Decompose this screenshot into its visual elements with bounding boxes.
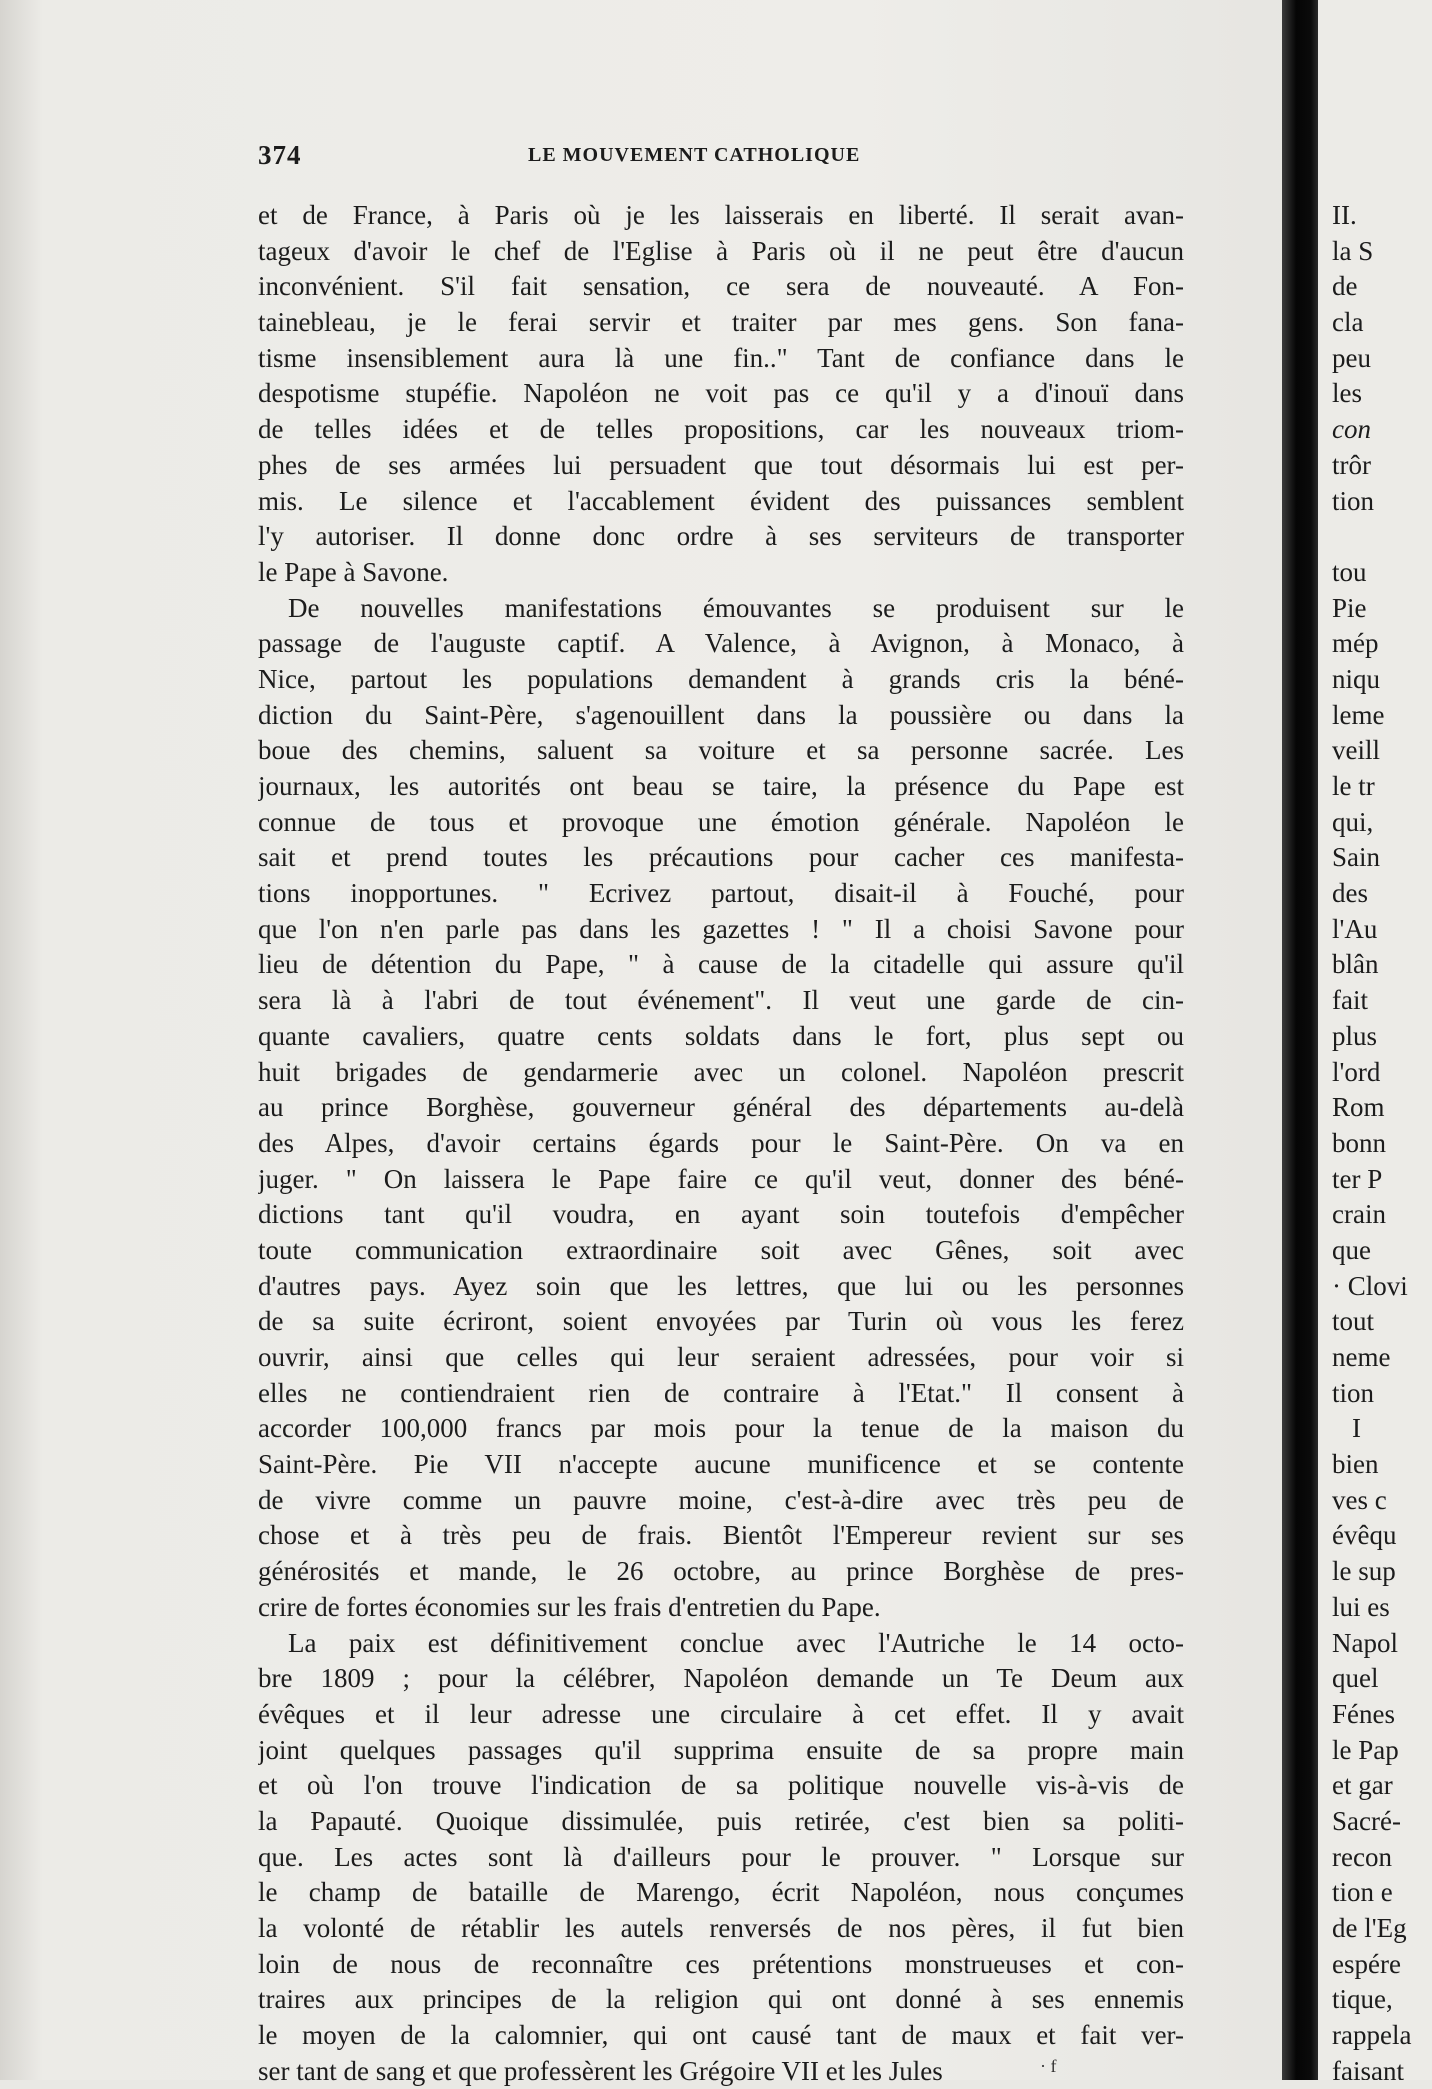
text-line: sait et prend toutes les précautions pour cacher ces manifesta- xyxy=(258,842,1184,873)
right-line: veill xyxy=(1332,735,1380,766)
text-line: boue des chemins, saluent sa voiture et sa personne sacrée. Les xyxy=(258,735,1184,766)
text-line: quante cavaliers, quatre cents soldats dans le fort, plus sept ou xyxy=(258,1020,1184,1051)
right-line: tion e xyxy=(1332,1877,1393,1908)
right-line: le Pap xyxy=(1332,1734,1399,1765)
right-line: l'ord xyxy=(1332,1056,1381,1087)
right-line: fait xyxy=(1332,985,1368,1016)
page-number: 374 xyxy=(258,140,302,170)
book-gutter xyxy=(1282,0,1318,2080)
text-line: l'y autoriser. Il donne donc ordre à ses serviteurs de transporter xyxy=(258,521,1184,552)
right-line: recon xyxy=(1332,1841,1392,1872)
body-text xyxy=(258,198,1184,2089)
text-line: De nouvelles manifestations émouvantes se produisent sur le xyxy=(288,592,1184,623)
right-line: bien xyxy=(1332,1449,1379,1480)
text-line: phes de ses armées lui persuadent que tout désormais lui est per- xyxy=(258,449,1184,480)
text-line: au prince Borghèse, gouverneur général des départements au-delà xyxy=(258,1092,1184,1123)
right-line: tout xyxy=(1332,1306,1375,1337)
right-page-edge xyxy=(1318,0,1432,2080)
text-line: journaux, les autorités ont beau se taire, la présence du Pape est xyxy=(258,771,1184,801)
right-line: tou xyxy=(1332,556,1367,587)
right-line: Sacré- xyxy=(1332,1805,1401,1836)
right-line: lui es xyxy=(1332,1591,1390,1622)
right-line: Rom xyxy=(1332,1092,1385,1123)
text-line: huit brigades de gendarmerie avec un colonel. Napoléon prescrit xyxy=(258,1056,1184,1087)
right-line: quel xyxy=(1332,1663,1379,1694)
right-line: les xyxy=(1332,378,1362,409)
right-line: évêqu xyxy=(1332,1520,1397,1551)
right-line: niqu xyxy=(1332,663,1381,694)
right-line: II. xyxy=(1332,200,1357,230)
text-line: traires aux principes de la religion qui ont donné à ses ennemis xyxy=(258,1984,1184,2015)
text-line: la Papauté. Quoique dissimulée, puis retirée, c'est bien sa politi- xyxy=(258,1805,1184,1836)
right-line: ter P xyxy=(1332,1163,1383,1194)
text-line: mis. Le silence et l'accablement évident des puissances semblent xyxy=(258,485,1184,516)
right-line: et gar xyxy=(1332,1770,1393,1801)
text-line: et de France, à Paris où je les laisserais en liberté. Il serait avan- xyxy=(258,200,1184,230)
text-line: bre 1809 ; pour la célébrer, Napoléon demande un Te Deum aux xyxy=(258,1663,1184,1694)
text-line: passage de l'auguste captif. A Valence, à Avignon, à Monaco, à xyxy=(258,628,1184,659)
text-line: que. Les actes sont là d'ailleurs pour le prouver. " Lorsque sur xyxy=(258,1841,1184,1872)
text-line: tions inopportunes. " Ecrivez partout, disait-il à Fouché, pour xyxy=(258,878,1184,909)
text-line: la volonté de rétablir les autels renversés de nos pères, il fut bien xyxy=(258,1913,1184,1943)
right-line: Sain xyxy=(1332,842,1381,873)
right-line: que xyxy=(1332,1234,1371,1265)
text-line: dictions tant qu'il voudra, en ayant soin toutefois d'empêcher xyxy=(258,1199,1184,1230)
text-line: juger. " On laissera le Pape faire ce qu'il veut, donner des béné- xyxy=(258,1163,1184,1194)
text-line: crire de fortes économies sur les frais d'entretien du Pape. xyxy=(258,1591,881,1622)
text-line: chose et à très peu de frais. Bientôt l'Empereur revient sur ses xyxy=(258,1520,1184,1551)
text-line: le Pape à Savone. xyxy=(258,556,449,587)
text-line: tisme insensiblement aura là une fin.." Tant de confiance dans le xyxy=(258,342,1184,373)
text-line: de sa suite écriront, soient envoyées par Turin où vous les ferez xyxy=(258,1306,1184,1337)
right-line: tion xyxy=(1332,1377,1375,1408)
right-line: le tr xyxy=(1332,771,1375,801)
right-line: de l'Eg xyxy=(1332,1913,1407,1943)
text-line: joint quelques passages qu'il supprima ensuite de sa propre main xyxy=(258,1734,1184,1765)
bottom-scan-mark: · f xyxy=(1040,2056,1057,2076)
text-line: La paix est définitivement conclue avec l'Autriche le 14 octo- xyxy=(288,1627,1184,1658)
text-line: et où l'on trouve l'indication de sa politique nouvelle vis-à-vis de xyxy=(258,1770,1184,1801)
right-line: faisant xyxy=(1332,2055,1404,2080)
right-line: la S xyxy=(1332,235,1374,266)
text-line: connue de tous et provoque une émotion générale. Napoléon le xyxy=(258,806,1184,837)
right-line: Pie xyxy=(1332,592,1367,623)
right-line: l'Au xyxy=(1332,913,1378,944)
text-line: sera là à l'abri de tout événement". Il veut une garde de cin- xyxy=(258,985,1184,1016)
right-line: plus xyxy=(1332,1020,1378,1051)
right-line: I xyxy=(1352,1413,1361,1444)
right-line: crain xyxy=(1332,1199,1386,1230)
running-head: LE MOUVEMENT CATHOLIQUE xyxy=(528,144,861,166)
right-line: de xyxy=(1332,271,1358,302)
right-line: leme xyxy=(1332,699,1385,730)
right-page-text xyxy=(1332,198,1432,2080)
text-line: loin de nous de reconnaître ces prétentions monstrueuses et con- xyxy=(258,1948,1184,1979)
right-line: qui, xyxy=(1332,806,1374,837)
right-line: · Clovi xyxy=(1332,1270,1408,1301)
right-line: peu xyxy=(1332,342,1371,373)
text-line: diction du Saint-Père, s'agenouillent dans la poussière ou dans la xyxy=(258,699,1184,730)
text-line: despotisme stupéfie. Napoléon ne voit pas ce qu'il y a d'inouï dans xyxy=(258,378,1184,409)
text-line: générosités et mande, le 26 octobre, au prince Borghèse de pres- xyxy=(258,1556,1184,1587)
right-line: tion xyxy=(1332,485,1375,516)
right-line: Napol xyxy=(1332,1627,1398,1658)
right-line: espére xyxy=(1332,1948,1401,1979)
text-line: que l'on n'en parle pas dans les gazettes ! " Il a choisi Savone pour xyxy=(258,913,1184,944)
text-line: Saint-Père. Pie VII n'accepte aucune munificence et se contente xyxy=(258,1449,1184,1480)
right-line: des xyxy=(1332,878,1368,909)
right-line: rappela xyxy=(1332,2020,1412,2051)
right-line: blân xyxy=(1332,949,1379,980)
text-line: évêques et il leur adresse une circulaire à cet effet. Il y avait xyxy=(258,1698,1184,1729)
text-line: inconvénient. S'il fait sensation, ce sera de nouveauté. A Fon- xyxy=(258,271,1184,302)
text-line: de vivre comme un pauvre moine, c'est-à-dire avec très peu de xyxy=(258,1484,1184,1515)
right-line: bonn xyxy=(1332,1127,1386,1158)
right-line: neme xyxy=(1332,1342,1391,1372)
text-line: tageux d'avoir le chef de l'Eglise à Paris où il ne peut être d'aucun xyxy=(258,235,1184,266)
text-line: le moyen de la calomnier, qui ont causé tant de maux et fait ver- xyxy=(258,2020,1184,2051)
text-line: ser tant de sang et que professèrent les Grégoire VII et les Jules xyxy=(258,2055,943,2086)
text-line: lieu de détention du Pape, " à cause de la citadelle qui assure qu'il xyxy=(258,949,1184,980)
right-line: Fénes xyxy=(1332,1698,1395,1729)
text-line: le champ de bataille de Marengo, écrit Napoléon, nous conçumes xyxy=(258,1877,1184,1908)
right-line: mép xyxy=(1332,628,1379,659)
right-line: cla xyxy=(1332,307,1364,338)
text-line: toute communication extraordinaire soit avec Gênes, soit avec xyxy=(258,1234,1184,1265)
text-line: Nice, partout les populations demandent à grands cris la béné- xyxy=(258,663,1184,694)
text-line: accorder 100,000 francs par mois pour la tenue de la maison du xyxy=(258,1413,1184,1444)
page-header xyxy=(258,140,1178,176)
text-line: de telles idées et de telles propositions, car les nouveaux triom- xyxy=(258,414,1184,445)
text-line: d'autres pays. Ayez soin que les lettres, que lui ou les personnes xyxy=(258,1270,1184,1301)
right-line: le sup xyxy=(1332,1556,1396,1587)
text-line: tainebleau, je le ferai servir et traiter par mes gens. Son fana- xyxy=(258,307,1184,338)
text-line: des Alpes, d'avoir certains égards pour le Saint-Père. On va en xyxy=(258,1127,1184,1158)
right-line: con xyxy=(1332,414,1371,445)
right-line: tique, xyxy=(1332,1984,1393,2015)
right-line: ves c xyxy=(1332,1484,1387,1515)
right-line: trôr xyxy=(1332,449,1371,480)
text-line: elles ne contiendraient rien de contraire à l'Etat." Il consent à xyxy=(258,1377,1184,1408)
text-line: ouvrir, ainsi que celles qui leur seraient adressées, pour voir si xyxy=(258,1342,1184,1372)
